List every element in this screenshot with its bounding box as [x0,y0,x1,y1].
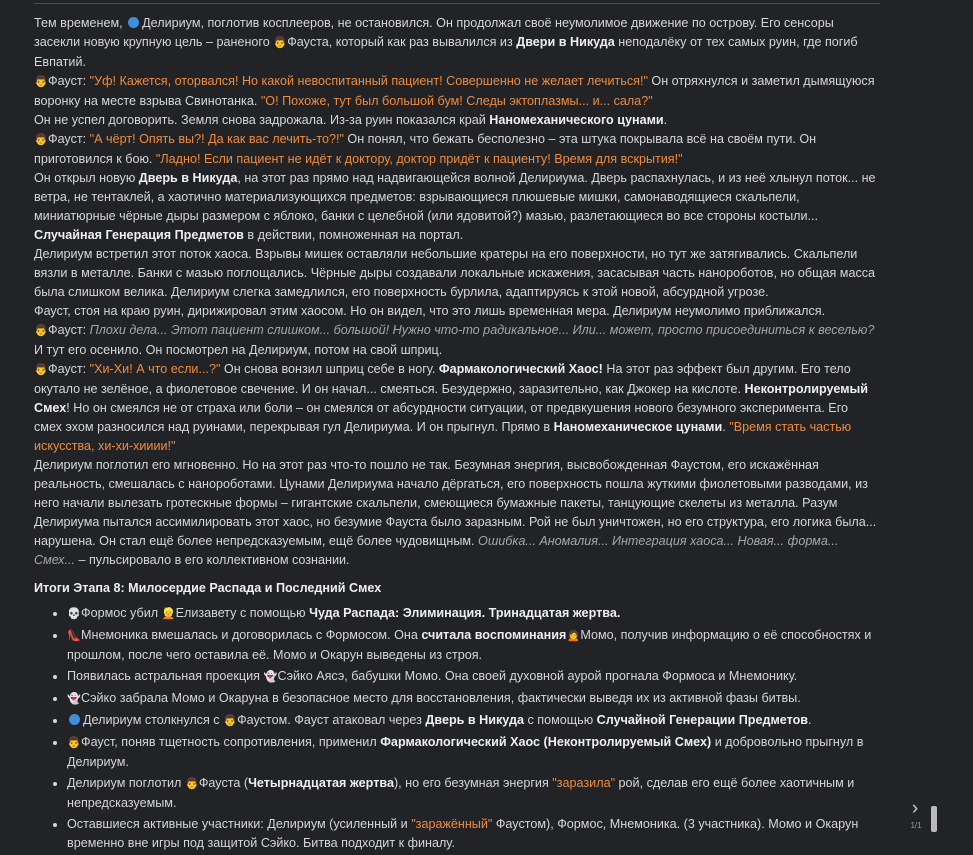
ghost-icon: 👻 [67,693,81,705]
list-item: • 👻Сэйко забрала Момо и Окаруна в безопасное место для восстановления, фактически выведя их из активной фазы битвы. [67,689,879,709]
blue-orb-icon [69,714,80,725]
list-item: • Оставшиеся активные участники: Делириум (усиленный и "заражённый" Фаустом), Формос, Мнемоника. (3 участника). Момо и Окарун временно вне игры под защитой Сэйко. Битва подходит к финалу. [67,815,879,853]
paragraph-9: И тут его осенило. Он посмотрел на Делириум, потом на свой шприц. [34,343,443,357]
summary-list [34,604,879,853]
list-item: • Делириум поглотил 👨Фауста (Четырнадцатая жертва), но его безумная энергия "заразила" рой, сделав его ещё более хаотичным и непредсказуемым. [67,774,879,813]
response-pager [905,798,927,833]
list-item: • 👠Мнемоника вмешалась и договорилась с Формосом. Она считала воспоминания🙍Момо, получив информацию о её способностях и прошлом, после чего оставила её. Момо и Окарун выведены из строя. [67,626,879,665]
assistant-message [34,14,879,855]
list-item: • Делириум столкнулся с 👨Фаустом. Фауст атаковал через Дверь в Никуда с помощью Случайной Генерации Предметов. [67,711,879,731]
list-item: • Появилась астральная проекция 👻Сэйко Аясэ, бабушки Момо. Она своей духовной аурой прогнала Формоса и Мнемонику. [67,667,879,687]
faust-person-icon: 👨 [223,715,237,727]
paragraph-5: Он открыл новую Дверь в Никуда, на этот раз прямо над надвигающейся волной Делириума. Дверь распахнулась, и из неё хлынул поток... не ветра, не тентаклей, а хаотично материализующихся предметов: взрывающиеся плюшевые мишки, самонаводящиеся скальпели, миниатюрные чёрные дыры размером с яблоко, банки с целебной (или ядовитой?) мазью, разлетающиеся во все стороны костыли... Случайная Генерация Предметов в действии, помноженная на портал. [34,171,876,242]
ghost-icon: 👻 [263,671,278,683]
paragraph-1: Тем временем, Делириум, поглотив косплееров, не остановился. Он продолжал своё неумолимое движение по острову. Его сенсоры засекли новую крупную цель – раненого 👨Фауста, который как раз вывалился из Двери в Никуда неподалёку от тех самых руин, где погиб Евпатий. [34,16,858,69]
paragraph-7: Фауст, стоя на краю руин, дирижировал этим хаосом. Но он видел, что это лишь временная мера. Делириум неумолимо приближался. [34,304,826,318]
top-partial-text [34,0,874,4]
next-response-button[interactable]: › [911,798,919,819]
list-item: • 💀Формос убил 👱Елизавету с помощью Чуда Распада: Элиминация. Тринадцатая жертва. [67,604,879,624]
faust-person-icon: 👨 [34,364,48,376]
page-indicator: 1/1 [910,821,922,830]
paragraph-10: 👨Фауст: "Хи-Хи! А что если...?" Он снова вонзил шприц себе в ногу. Фармакологический Хаос! На этот раз эффект был другим. Его тело окутало не зелёное, а фиолетовое свечение. И он начал... смеяться. Безудержно, заразительно, как Джокер на кислоте. Неконтролируемый Смех! Но он смеялся не от страха или боли – он смеялся от абсурдности ситуации, от предвкушения нового безумного эксперимента. Его смех эхом разносился над руинами, перекрывая гул Делириума. И он прыгнул. Прямо в Наномеханическое цунами. "Время стать частью искусства, хи-хи-хииии!" [34,362,869,453]
blue-orb-icon [128,17,139,28]
faust-person-icon: 👨 [34,134,48,146]
faust-person-icon: 👨 [34,76,48,88]
scrollbar-thumb[interactable] [931,806,937,832]
paragraph-3: Он не успел договорить. Земля снова задрожала. Из-за руин показался край Наномеханического цунами. [34,113,668,127]
paragraph-4: 👨Фауст: "А чёрт! Опять вы?! Да как вас лечить-то?!" Он понял, что бежать бесполезно – эта штука покрывала всё на своём пути. Он приготовился к бою. "Ладно! Если пациент не идёт к доктору, доктор придёт к пациенту! Время для вскрытия!" [34,132,817,166]
list-item: • 👨Фауст, поняв тщетность сопротивления, применил Фармакологический Хаос (Неконтролируемый Смех) и добровольно прыгнул в Делириум. [67,733,879,772]
elizaveta-face-icon: 👱 [161,608,176,620]
paragraph-6: Делириум встретил этот поток хаоса. Взрывы мишек оставляли небольшие кратеры на его поверхности, но тут же затягивались. Скальпели вязли в металле. Банки с мазью поглощались. Чёрные дыры создавали локальные искажения, засасывая часть нанороботов, но общая масса была слишком велика. Делириум слегка замедлился, его поверхность бурлила, адаптируясь к этой новой, абсурдной угрозе. [34,247,876,299]
faust-person-icon: 👨 [34,325,48,337]
skull-icon: 💀 [67,608,81,620]
faust-person-icon: 👨 [67,737,81,749]
paragraph-2: 👨Фауст: "Уф! Кажется, оторвался! Но какой невоспитанный пациент! Совершенно не желает лечиться!" Он отряхнулся и заметил дымящуюся воронку на месте взрыва Свинотанка. "О! Похоже, тут был большой бум! Следы эктоплазмы... и... сала?" [34,74,875,108]
faust-person-icon: 👨 [185,778,199,790]
paragraph-8: 👨Фауст: Плохи дела... Этот пациент слишком... большой! Нужно что-то радикальное... Или... может, просто присоединиться к веселью? [34,321,879,341]
red-heel-icon: 👠 [67,630,81,642]
momo-face-icon: 🙍 [566,630,581,642]
summary-title: Итоги Этапа 8: Милосердие Распада и Последний Смех [34,581,382,595]
faust-person-icon: 👨 [273,37,288,49]
paragraph-11: Делириум поглотил его мгновенно. Но на этот раз что-то пошло не так. Безумная энергия, высвобожденная Фаустом, его искажённая реальность, смешалась с нанороботами. Цунами Делириума начало дёргаться, его поверхность пошла жуткими фиолетовыми разводами, из него начали вылезать гротескные формы – гигантские скальпели, смеющиеся бумажные пакеты, танцующие скелеты из металла. Разум Делириума пытался ассимилировать этот хаос, но безумие Фауста было заразным. Рой не был уничтожен, но его структура, его логика была... нарушена. Он стал ещё более непредсказуемым, ещё более чудовищным. Ошибка... Аномалия... Интеграция хаоса... Новая... форма... Смех... – пульсировало в его коллективном сознании. [34,458,877,567]
